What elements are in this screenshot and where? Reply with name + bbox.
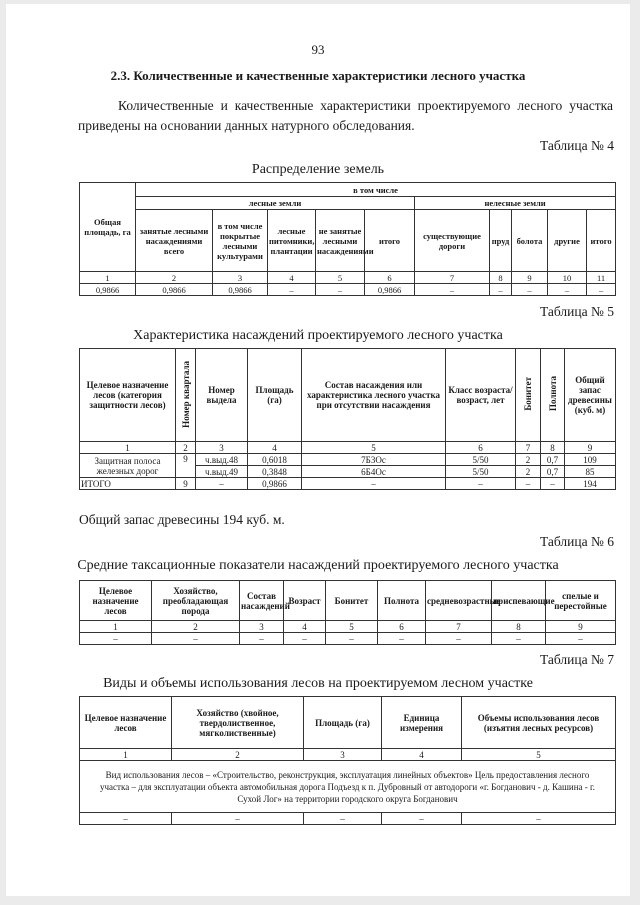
page-number: 93 [311,42,325,57]
t4-cell: – [548,284,587,296]
t4-num: 1 [80,272,136,284]
table7-caption: Виды и объемы использования лесов на проектируемом лесном участке [103,676,533,691]
table7-label: Таблица № 7 [540,652,614,667]
t6-num: 2 [152,621,240,633]
t5-col: Бонитет [523,377,533,411]
t4-cell: – [490,284,512,296]
t5-cell: 0,3848 [248,466,302,478]
t4-num: 11 [587,272,616,284]
t6-col: Бонитет [326,581,378,621]
t4-col: итого [365,210,415,272]
t5-total: – [302,478,446,490]
t6-cell: – [492,633,546,645]
t5-total: 194 [565,478,616,490]
t7-num: 3 [304,749,382,761]
t4-col: занятые лесными насаждениями всего [136,210,213,272]
t5-col: Класс возраста/ возраст, лет [446,349,516,442]
t5-col: Состав насаждения или характеристика лесного участка при отсутствии насаждения [302,349,446,442]
t7-cell: – [462,813,616,825]
t5-num: 7 [516,442,541,454]
t4-cell: – [316,284,365,296]
t6-col: приспевающие [492,581,546,621]
t5-total: 0,9866 [248,478,302,490]
t5-num: 9 [565,442,616,454]
t5-col: Площадь (га) [248,349,302,442]
t6-cell: – [80,633,152,645]
t5-col: Номер выдела [196,349,248,442]
t6-num: 5 [326,621,378,633]
t7-num: 2 [172,749,304,761]
t5-cell: 5/50 [446,466,516,478]
total-stock-note: Общий запас древесины 194 куб. м. [79,512,285,527]
t7-merged-text: Вид использования лесов – «Строительство, реконструкция, эксплуатация линейных объектов» Цель предоставления лесного участка – для эксплуатации объекта автомобильная дорога Подъезд к п. Дубровный от автодороги «г. Богданович - д. Кашина - г. Сухой Лог» на территории городского округа Богданович [80,761,616,813]
t6-cell: – [326,633,378,645]
t7-col: Хозяйство (хвойное, твердолиственное, мягколиственные) [172,697,304,749]
t6-col: спелые и перестойные [546,581,616,621]
t4-col: существующие дороги [415,210,490,272]
t4-col: другие [548,210,587,272]
t5-cell: 5/50 [446,454,516,466]
t4-col: лесные питомники, плантации [268,210,316,272]
t7-col: Объемы использования лесов (изъятия лесных ресурсов) [462,697,616,749]
t5-cell: 109 [565,454,616,466]
t6-col: Возраст [284,581,326,621]
t4-num: 10 [548,272,587,284]
t7-cell: – [172,813,304,825]
t5-col: Целевое назначение лесов (категория защитности лесов) [80,349,176,442]
t5-num: 1 [80,442,176,454]
t5-cell: 7Б3Ос [302,454,446,466]
intro-paragraph: Количественные и качественные характеристики проектируемого лесного участка приведены на основании данных натурного обследования. [78,98,613,133]
section-title: 2.3. Количественные и качественные характеристики лесного участка [110,68,526,83]
t6-num: 6 [378,621,426,633]
t4-num: 5 [316,272,365,284]
table4-label: Таблица № 4 [540,138,614,153]
table4-caption: Распределение земель [251,162,385,177]
t7-cell: – [80,813,172,825]
t5-purpose: Защитная полоса железных дорог [80,454,176,478]
table-land-distribution [79,182,616,296]
t5-cell: 2 [516,454,541,466]
t4-cell: 0,9866 [365,284,415,296]
t5-num: 4 [248,442,302,454]
t6-col: средневозрастные [426,581,492,621]
table-avg-taxation [79,580,616,645]
t4-h-total: Общая площадь, га [80,183,136,272]
t5-col: Полнота [547,376,558,412]
t4-col: итого [587,210,616,272]
t6-num: 8 [492,621,546,633]
t5-num: 2 [176,442,196,454]
t4-cell: – [268,284,316,296]
table6-caption: Средние таксационные показатели насаждений проектируемого лесного участка [77,558,559,573]
t4-num: 4 [268,272,316,284]
t6-col: Хозяйство, преобладающая порода [152,581,240,621]
t4-cell: 0,9866 [213,284,268,296]
t5-num: 8 [541,442,565,454]
t7-num: 4 [382,749,462,761]
t5-total: – [446,478,516,490]
t5-cell: 6Б4Ос [302,466,446,478]
t6-num: 7 [426,621,492,633]
t5-num: 3 [196,442,248,454]
t7-cell: – [304,813,382,825]
table-forest-use [79,696,616,825]
t4-num: 7 [415,272,490,284]
t5-total: – [516,478,541,490]
t7-cell: – [382,813,462,825]
t5-cell: ч.выд.49 [196,466,248,478]
t5-total: ИТОГО [80,478,176,490]
t6-num: 9 [546,621,616,633]
t4-num: 3 [213,272,268,284]
table6-label: Таблица № 6 [540,534,614,549]
t5-num: 5 [302,442,446,454]
t5-total: – [541,478,565,490]
t5-num: 6 [446,442,516,454]
t5-cell: 0,7 [541,466,565,478]
t5-cell: 0,6018 [248,454,302,466]
t4-h-nonforest: нелесные земли [415,197,616,210]
t5-cell: 2 [516,466,541,478]
document-page [6,4,630,896]
t4-num: 9 [512,272,548,284]
t4-cell: – [512,284,548,296]
t6-num: 3 [240,621,284,633]
t5-cell: ч.выд.48 [196,454,248,466]
t6-num: 4 [284,621,326,633]
t6-cell: – [152,633,240,645]
table5-caption: Характеристика насаждений проектируемого лесного участка [133,328,503,343]
t4-col: пруд [490,210,512,272]
t6-cell: – [284,633,326,645]
t5-col: Номер квартала [180,360,191,428]
t4-col: болота [512,210,548,272]
t6-num: 1 [80,621,152,633]
table-stand-characteristics [79,348,616,490]
t6-col: Полнота [378,581,426,621]
t7-num: 1 [80,749,172,761]
t4-h-forest: лесные земли [136,197,415,210]
t5-total: – [196,478,248,490]
t5-cell: 0,7 [541,454,565,466]
t4-cell: – [587,284,616,296]
t6-col: Целевое назначение лесов [80,581,152,621]
t4-num: 2 [136,272,213,284]
t6-cell: – [426,633,492,645]
t7-col: Единица измерения [382,697,462,749]
t5-total: 9 [176,478,196,490]
t4-cell: 0,9866 [80,284,136,296]
t4-cell: – [415,284,490,296]
t5-col: Общий запас древесины (куб. м) [565,349,616,442]
t4-col: не занятые лесными насаждениями [316,210,365,272]
t7-num: 5 [462,749,616,761]
t7-col: Площадь (га) [304,697,382,749]
t4-h-including: в том числе [136,183,616,197]
t6-cell: – [240,633,284,645]
t5-cell: 85 [565,466,616,478]
t6-col: Состав насаждений [240,581,284,621]
t6-cell: – [378,633,426,645]
table5-label: Таблица № 5 [540,304,614,319]
t4-num: 8 [490,272,512,284]
t4-cell: 0,9866 [136,284,213,296]
t4-num: 6 [365,272,415,284]
t6-cell: – [546,633,616,645]
t5-quarter: 9 [176,454,196,478]
t7-col: Целевое назначение лесов [80,697,172,749]
t4-col: в том числе покрытые лесными культурами [213,210,268,272]
